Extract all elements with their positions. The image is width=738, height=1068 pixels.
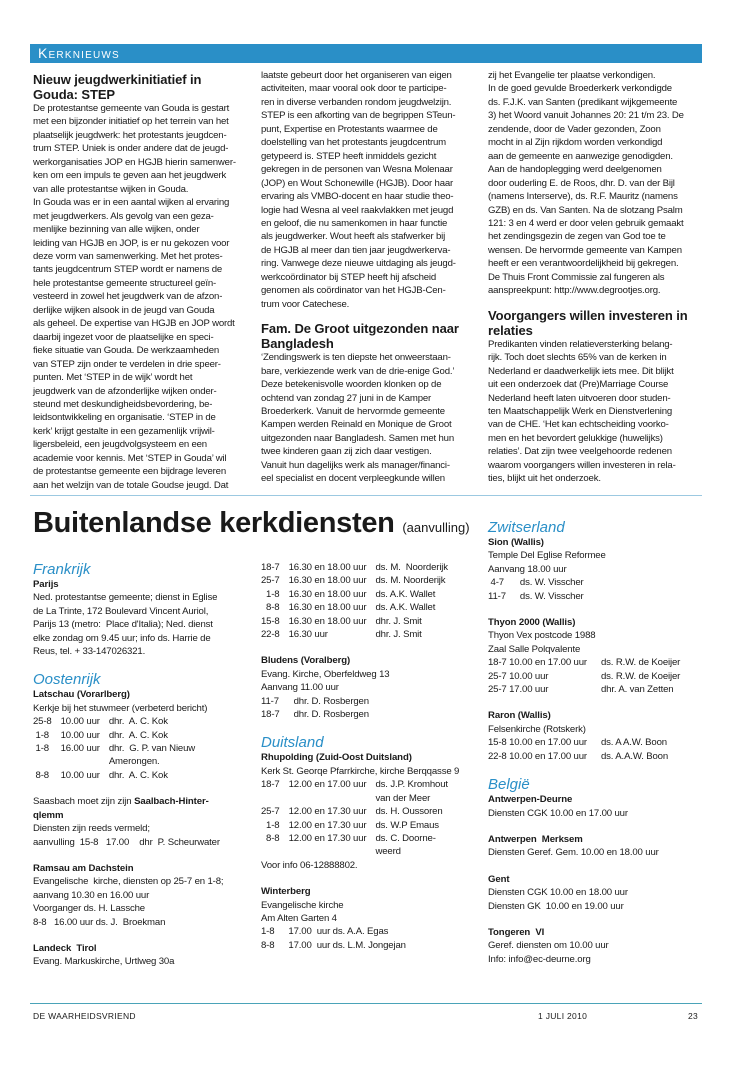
info-line: Diensten GK 10.00 en 19.00 uur bbox=[488, 900, 624, 912]
article-title-voorgangers: Voorgangers willen investeren in relaties bbox=[488, 307, 688, 338]
place-title bbox=[488, 926, 710, 939]
country-section bbox=[33, 671, 255, 968]
preacher-cell: ds. A.K. Wallet bbox=[375, 588, 436, 600]
service-entry bbox=[488, 833, 710, 860]
place-title bbox=[488, 709, 710, 722]
date-cell: 8-8 bbox=[261, 602, 280, 614]
services-title bbox=[33, 507, 470, 540]
time-cell: 10.00 uur bbox=[60, 729, 100, 741]
date-cell: 1-8 bbox=[261, 588, 280, 600]
service-entry bbox=[33, 688, 255, 782]
service-schedule bbox=[33, 715, 255, 782]
preacher-cell: ds. C. Doorne- weerd bbox=[375, 832, 436, 858]
article-body-voorgangers: Predikanten vinden relatieversterking belang- rijk. Toch doet slechts 65% van de kerken in Nederland er daadwerkelijk iets mee. Dit blijkt uit een onderzoek dat (Pre)Marriage Course Nederland heeft laten uitvoeren door studen- ten Maatschappelijk Werk en Dienstverlening van de CHE. ‘Het kan echtscheiding voorko- men en het bevordert gelukkige (huwelijks) relaties’. Dat zijn twee veelgehoorde redenen waarom voorgangers willen investeren in rela- ties, blijkt uit het onderzoek. bbox=[488, 338, 676, 485]
place-name: Ramsau am Dachstein bbox=[33, 862, 134, 874]
place-name: Saalbach-Hinter- qlemm bbox=[33, 796, 209, 821]
time-cell: 12.00 en 17.30 uur bbox=[288, 832, 367, 844]
service-entry bbox=[488, 926, 710, 966]
date-cell: 8-8 bbox=[33, 769, 49, 781]
article-body-groot: ‘Zendingswerk is ten diepste het onweerstaan- bare, verkiezende werk van de drie-enige God.’ Deze betekenisvolle woorden klonken op de ochtend van zondag 27 juni in de Kamper Broederkerk. Vanuit de hervormde gemeente Kampen werden Reinald en Monique de Groot uitgezonden naar Bangladesh. Samen met hun twee kinderen gaan zij zich daar vestigen. Vanuit hun dagelijks werk als manager/financi- eel specialist en docent verpleegkunde willen bbox=[261, 352, 455, 485]
place-title bbox=[488, 873, 710, 886]
country-heading: Oostenrijk bbox=[33, 671, 101, 689]
time-cell: 16.00 uur bbox=[60, 743, 100, 755]
place-title bbox=[261, 751, 483, 764]
time-cell: 16.30 en 18.00 uur bbox=[288, 602, 367, 614]
date-cell: 18-7 bbox=[261, 709, 280, 721]
date-cell: 18-7 bbox=[261, 779, 280, 791]
date-cell: 8-8 bbox=[261, 939, 275, 951]
place-title bbox=[261, 654, 483, 667]
service-schedule bbox=[488, 576, 710, 603]
info-line: Parijs 13 (metro: Place d'Italia); Ned. dienst bbox=[33, 619, 213, 631]
info-line: Reus, tel. + 33-147026321. bbox=[33, 646, 146, 658]
preacher-cell: ds. H. Oussoren bbox=[375, 806, 443, 818]
article-title-step: Nieuw jeugdwerkinitiatief in Gouda: STEP bbox=[33, 72, 202, 102]
info-line: de La Trinte, 172 Boulevard Vincent Auriol, bbox=[33, 605, 209, 617]
info-line: Aanvang 18.00 uur bbox=[488, 563, 567, 575]
services-subtitle: (aanvulling) bbox=[402, 520, 470, 535]
service-entry bbox=[261, 885, 483, 952]
date-cell: 1-8 bbox=[33, 743, 49, 755]
date-cell: 22-8 bbox=[261, 629, 280, 641]
place-title bbox=[33, 862, 255, 875]
country-section bbox=[488, 776, 710, 966]
info-line: Thyon Vex postcode 1988 bbox=[488, 630, 596, 642]
place-title bbox=[488, 833, 710, 846]
date-cell: 18-7 10.00 en 17.00 uur bbox=[488, 657, 587, 669]
info-line: Evangelische kirche bbox=[261, 899, 344, 911]
info-line: Evangelische kirche, diensten op 25-7 en 1-8; bbox=[33, 876, 224, 888]
time-cell: 12.00 en 17.30 uur bbox=[288, 806, 367, 818]
time-cell: dhr. D. Rosbergen bbox=[293, 709, 369, 721]
service-entry bbox=[33, 578, 255, 658]
place-name: Winterberg bbox=[261, 886, 311, 898]
time-cell: ds. W. Visscher bbox=[519, 577, 584, 589]
date-cell: 25-8 bbox=[33, 716, 52, 728]
time-cell: ds. R.W. de Koeijer bbox=[600, 670, 681, 682]
article-column-3 bbox=[488, 69, 710, 486]
place-title bbox=[33, 578, 255, 591]
place-name: Antwerpen-Deurne bbox=[488, 794, 573, 806]
place-name: Bludens (Voralberg) bbox=[261, 655, 351, 667]
time-cell: ds. A.A.W. Boon bbox=[600, 750, 669, 762]
info-line: Voorganger ds. H. Lassche bbox=[33, 903, 145, 915]
footer-page-number: 23 bbox=[688, 1011, 699, 1021]
country-section bbox=[261, 561, 483, 721]
service-schedule bbox=[261, 561, 483, 641]
service-schedule bbox=[488, 736, 710, 763]
place-title bbox=[33, 942, 255, 955]
time-cell: dhr. A. van Zetten bbox=[600, 684, 674, 696]
time-cell: 16.30 en 18.00 uur bbox=[288, 562, 367, 573]
preacher-cell: ds. M. Noorderijk bbox=[375, 562, 448, 573]
service-entry bbox=[261, 751, 483, 872]
info-line: Diensten zijn reeds vermeld; bbox=[33, 823, 150, 835]
services-column-1 bbox=[33, 561, 255, 982]
time-cell: 16.30 en 18.00 uur bbox=[288, 575, 367, 587]
info-line: Ned. protestantse gemeente; dienst in Eglise bbox=[33, 592, 218, 604]
preacher-cell: ds. A.K. Wallet bbox=[375, 602, 436, 614]
service-entry bbox=[33, 795, 255, 849]
info-line: Kerk St. Georqe Pfarrkirche, kirche Berqqasse 9 bbox=[261, 765, 460, 777]
date-cell: 11-7 bbox=[261, 695, 279, 707]
services-column-3 bbox=[488, 519, 710, 979]
place-title bbox=[488, 616, 710, 629]
date-cell: 1-8 bbox=[261, 819, 280, 831]
article-column-1 bbox=[33, 72, 255, 492]
place-name: Antwerpen Merksem bbox=[488, 833, 583, 845]
date-cell: 4-7 bbox=[488, 577, 504, 589]
date-cell: 25-7 bbox=[261, 575, 280, 587]
preacher-cell: dhr. A. C. Kok bbox=[108, 769, 168, 781]
preacher-cell: dhr. A. C. Kok bbox=[108, 729, 168, 741]
country-heading: Duitsland bbox=[261, 734, 324, 752]
service-entry bbox=[488, 873, 710, 913]
info-line: Info: info@ec-deurne.org bbox=[488, 953, 591, 965]
time-cell: 17.00 uur ds. A.A. Egas bbox=[288, 926, 389, 938]
article-body-groot-continued: zij het Evangelie ter plaatse verkondigen. In de goed gevulde Broederkerk verkondigde ds. F.J.K. van Santen (predikant wijkgemeente 3) het Woord vanuit Johannes 20: 21 t/m 23. De zendende, door de Vader gezonden, Zoon mocht in al Zijn rijkdom worden verkondigd aan de gemeente en aanwezige genodigden. Aan de handoplegging werd deelgenomen door ouderling E. de Roos, dhr. D. van der Bijl (namens Interserve), ds. R.F. Mauritz (namens GZB) en ds. Van Santen. Na de slotzang Psalm 121: 3 en 4 werd er door velen gebruik gemaakt het zendingsgezin de zegen van God toe te wensen. De hervormde gemeente van Kampen heeft er een verantwoordelijkheid bij gekregen. De Thuis Front Commissie zal fungeren als aanspreekpunt: http://www.degrootjes.org. bbox=[488, 70, 684, 297]
place-name: Gent bbox=[488, 873, 510, 885]
service-entry bbox=[488, 793, 710, 820]
info-line: Temple Del Eglise Reformee bbox=[488, 550, 606, 562]
info-line: Felsenkirche (Rotskerk) bbox=[488, 723, 586, 735]
service-schedule bbox=[261, 778, 483, 858]
preacher-cell: dhr. J. Smit bbox=[375, 615, 422, 627]
time-cell: dhr. D. Rosbergen bbox=[293, 695, 369, 707]
country-heading: Frankrijk bbox=[33, 561, 91, 578]
place-title-prefix: Saasbach moet zijn zijn bbox=[33, 796, 135, 808]
time-cell: 16.30 uur bbox=[288, 629, 328, 641]
place-name: Latschau (Vorarlberg) bbox=[33, 689, 130, 701]
info-line: Zaal Salle Polqvalente bbox=[488, 643, 581, 655]
place-name: Landeck Tirol bbox=[33, 942, 97, 954]
info-line: aanvulling 15-8 17.00 dhr P. Scheurwater bbox=[33, 836, 220, 848]
article-body-step-continued: laatste gebeurt door het organiseren van eigen activiteiten, maar vooral ook door te participe- ren in diverse verbanden rondom jeugdwelzijn. STEP is een afkorting van de begrippen STeun- punt, Expertise en Protestants waarmee de doelstelling van het protestants jeugdcentrum getypeerd is. STEP heeft inmiddels gezicht gekregen in de personen van Wesna Molenaar (JOP) en Wout Schonewille (HGJB). Door haar ervaring als VMBO-docent en haar studie theo- logie had Wesna al veel raakvlakken met jeugd en geloof, die nu samenkomen in haar functie als jeugdwerker. Wout heeft als stafwerker bij de HGJB al meer dan tien jaar jeugdwerkerva- ring. Vanwege deze nieuwe uitdaging als jeugd- werkcoördinator bij STEP heeft hij afscheid genomen als coördinator van het HGJB-Cen- trum voor Catechese. bbox=[261, 70, 456, 310]
place-name: Rhupolding (Zuid-Oost Duitsland) bbox=[261, 752, 412, 764]
time-cell: 12.00 en 17.00 uur bbox=[288, 779, 367, 791]
country-section bbox=[33, 561, 255, 658]
service-schedule bbox=[488, 656, 710, 696]
time-cell: 16.30 en 18.00 uur bbox=[288, 615, 367, 627]
date-cell: 1-8 bbox=[261, 926, 275, 938]
place-name: Raron (Wallis) bbox=[488, 710, 551, 722]
service-schedule bbox=[261, 695, 483, 722]
preacher-cell: ds. J.P. Kromhout van der Meer bbox=[375, 779, 448, 804]
info-line: Voor info 06-12888802. bbox=[261, 859, 358, 871]
date-cell: 18-7 bbox=[261, 562, 280, 573]
services-title-text: Buitenlandse kerkdiensten bbox=[33, 507, 395, 539]
service-entry bbox=[261, 561, 483, 641]
info-line: Am Alten Garten 4 bbox=[261, 912, 337, 924]
date-cell: 25-7 bbox=[261, 806, 280, 818]
time-cell: ds. W. Visscher bbox=[519, 590, 584, 602]
service-entry bbox=[488, 616, 710, 696]
preacher-cell: ds. M. Noorderijk bbox=[375, 575, 446, 587]
preacher-cell: dhr. G. P. van Nieuw Amerongen. bbox=[108, 743, 196, 768]
time-cell: ds. R.W. de Koeijer bbox=[600, 657, 681, 669]
place-title bbox=[33, 795, 255, 822]
time-cell: 10.00 uur bbox=[60, 769, 100, 781]
place-title bbox=[488, 536, 710, 549]
place-name: Tongeren VI bbox=[488, 926, 545, 938]
place-name: Thyon 2000 (Wallis) bbox=[488, 617, 576, 629]
date-cell: 15-8 10.00 en 17.00 uur bbox=[488, 737, 587, 749]
service-entry bbox=[33, 942, 255, 969]
info-line: Aanvang 11.00 uur bbox=[261, 682, 339, 694]
info-line: Diensten CGK 10.00 en 17.00 uur bbox=[488, 807, 628, 819]
place-title bbox=[488, 793, 710, 806]
time-cell: ds. A A.W. Boon bbox=[600, 737, 667, 749]
article-title-groot: Fam. De Groot uitgezonden naar Bangladesh bbox=[261, 321, 459, 352]
place-title bbox=[33, 688, 255, 701]
date-cell: 25-7 10.00 uur bbox=[488, 670, 549, 682]
info-line: Evang. Markuskirche, Urtlweg 30a bbox=[33, 956, 175, 968]
service-entry bbox=[488, 536, 710, 603]
info-line: 8-8 16.00 uur ds. J. Broekman bbox=[33, 916, 166, 928]
footer-divider bbox=[30, 1003, 702, 1004]
time-cell: 10.00 uur bbox=[60, 716, 100, 728]
article-body-step: De protestantse gemeente van Gouda is gestart met een bijzonder initiatief op het terrein van het plaatselijk jeugdwerk: het protestants jeugdcen- trum STEP. Uniek is onder andere dat de jeugd- werkorganisaties JOP en HGJB hierin samenwer- ken om een impuls te geven aan het jeugdwerk van alle protestantse wijken in Gouda. In Gouda was er in een aantal wijken al ervaring met jeugdwerkers. Als gevolg van een geza- menlijke bezinning van alle wijken, onder leiding van HGJB en JOP, is er nu gekozen voor deze vorm van samenwerking. Met het protes- tants jeugdcentrum STEP wordt er namens de hele protestantse gemeente structureel geïn- vesteerd in zowel het jeugdwerk van de afzon- derlijke wijken alsook in de jeugd van Gouda als geheel. De expertise van HGJB en JOP wordt daarbij ingezet voor de plaatselijke en speci- fieke situatie van Gouda. De werkzaamheden van STEP zijn onder te verdelen in drie speer- punten. Met ‘STEP in de wijk’ wordt het jeugdwerk van de afzonderlijke wijken onder- steund met deskundigheidsbevordering, be- leidsontwikkeling en organisatie. ‘STEP in de kerk’ krijgt gestalte in een gezamenlijk vrijwil- ligersbeleid, een jeugdvolgsysteem en een academie voor kennis. Met ‘STEP in Gouda’ wil de protestantse gemeente een bijdrage leveren aan het welzijn van de totale Goudse jeugd. Dat bbox=[33, 103, 236, 491]
place-name: Parijs bbox=[33, 579, 59, 590]
section-header-bar bbox=[30, 44, 702, 63]
service-entry bbox=[261, 654, 483, 721]
service-entry bbox=[488, 709, 710, 763]
preacher-cell: dhr. J. Smit bbox=[375, 629, 422, 641]
section-title: Kerknieuws bbox=[38, 45, 120, 61]
place-name: Sion (Wallis) bbox=[488, 537, 544, 548]
services-column-2 bbox=[261, 561, 483, 965]
info-line: Kerkje bij het stuwmeer (verbeterd bericht) bbox=[33, 702, 208, 714]
info-line: Diensten CGK 10.00 en 18.00 uur bbox=[488, 887, 628, 899]
date-cell: 25-7 17.00 uur bbox=[488, 684, 549, 696]
info-line: Diensten Geref. Gem. 10.00 en 18.00 uur bbox=[488, 847, 659, 859]
service-schedule bbox=[261, 925, 483, 952]
footer-date: 1 JULI 2010 bbox=[538, 1011, 588, 1021]
date-cell: 15-8 bbox=[261, 615, 280, 627]
info-line: elke zondag om 9.45 uur; info ds. Harrie de bbox=[33, 632, 211, 644]
section-divider bbox=[30, 495, 702, 496]
time-cell: 12.00 en 17.30 uur bbox=[288, 819, 367, 831]
preacher-cell: ds. W.P Emaus bbox=[375, 819, 439, 831]
info-line: Evang. Kirche, Oberfeldweg 13 bbox=[261, 668, 390, 680]
date-cell: 22-8 10.00 en 17.00 uur bbox=[488, 750, 587, 762]
country-section bbox=[261, 734, 483, 952]
info-line: Geref. diensten om 10.00 uur bbox=[488, 940, 609, 952]
preacher-cell: dhr. A. C. Kok bbox=[108, 716, 168, 728]
date-cell: 11-7 bbox=[488, 590, 506, 602]
date-cell: 8-8 bbox=[261, 832, 280, 844]
country-heading: Zwitserland bbox=[488, 519, 565, 536]
footer-publication: DE WAARHEIDSVRIEND bbox=[33, 1011, 136, 1021]
country-section bbox=[488, 519, 710, 763]
service-entry bbox=[33, 862, 255, 929]
time-cell: 16.30 en 18.00 uur bbox=[288, 588, 367, 600]
time-cell: 17.00 uur ds. L.M. Jongejan bbox=[288, 939, 406, 951]
date-cell: 1-8 bbox=[33, 729, 49, 741]
info-line: aanvang 10.30 en 16.00 uur bbox=[33, 889, 150, 901]
article-column-2 bbox=[261, 69, 483, 486]
place-title bbox=[261, 885, 483, 898]
country-heading: België bbox=[488, 776, 530, 794]
